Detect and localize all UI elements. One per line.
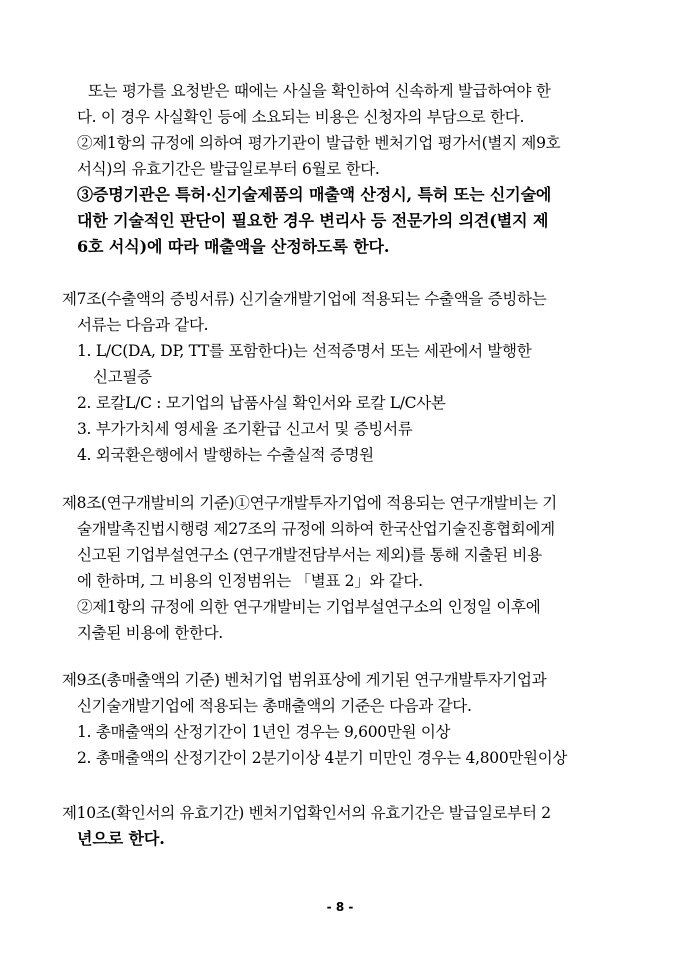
text-line: 서류는 다음과 같다.: [77, 316, 209, 334]
list-item: 2. 총매출액의 산정기간이 2분기이상 4분기 미만인 경우는 4,800만원이상: [77, 749, 568, 767]
list-item: 4. 외국환은행에서 발행하는 수출실적 증명원: [77, 446, 374, 464]
text-line: 신기술개발기업에 적용되는 총매출액의 기준은 다음과 같다.: [77, 697, 472, 715]
text-line-bold: 대한 기술적인 판단이 필요한 경우 변리사 등 전문가의 의견(별지 제: [77, 211, 549, 230]
list-item-continuation: 신고필증: [93, 368, 152, 386]
text-line: 지출된 비용에 한한다.: [77, 624, 223, 642]
text-line-bold: 6호 서식)에 따라 매출액을 산정하도록 한다.: [77, 237, 390, 256]
article-10-heading: 제10조(확인서의 유효기간) 벤처기업확인서의 유효기간은 발급일로부터 2: [62, 804, 551, 822]
text-line: ②제1항의 규정에 의하여 평가기관이 발급한 벤처기업 평가서(별지 제9호: [77, 134, 561, 152]
article-8-heading: 제8조(연구개발비의 기준)①연구개발투자기업에 적용되는 연구개발비는 기: [62, 494, 557, 512]
list-item: 1. 총매출액의 산정기간이 1년인 경우는 9,600만원 이상: [77, 723, 451, 741]
text-line: 신고된 기업부설연구소 (연구개발전담부서는 제외)를 통해 지출된 비용: [77, 546, 542, 564]
page-number: - 8 -: [326, 900, 354, 914]
list-item: 2. 로칼L/C : 모기업의 납품사실 확인서와 로칼 L/C사본: [77, 394, 446, 412]
article-9-heading: 제9조(총매출액의 기준) 벤처기업 범위표상에 게기된 연구개발투자기업과: [62, 671, 547, 689]
text-line: 다. 이 경우 사실확인 등에 소요되는 비용은 신청자의 부담으로 한다.: [77, 108, 525, 126]
text-line: 술개발촉진법시행령 제27조의 규정에 의하여 한국산업기술진흥협회에게: [77, 520, 555, 538]
text-line-bold: 년으로 한다.: [77, 829, 165, 848]
list-item: 1. L/C(DA, DP, TT를 포함한다)는 선적증명서 또는 세관에서 발행한: [77, 342, 532, 360]
text-line: 또는 평가를 요청받은 때에는 사실을 확인하여 신속하게 발급하여야 한: [88, 82, 551, 100]
article-7-heading: 제7조(수출액의 증빙서류) 신기술개발기업에 적용되는 수출액을 증빙하는: [62, 290, 547, 308]
text-line: 에 한하며, 그 비용의 인정범위는 「별표 2」와 같다.: [77, 572, 423, 590]
text-line: ②제1항의 규정에 의한 연구개발비는 기업부설연구소의 인정일 이후에: [77, 598, 541, 616]
text-line: 서식)의 유효기간은 발급일로부터 6월로 한다.: [77, 160, 380, 178]
text-line-bold: ③증명기관은 특허·신기술제품의 매출액 산정시, 특허 또는 신기술에: [77, 185, 552, 204]
list-item: 3. 부가가치세 영세율 조기환급 신고서 및 증빙서류: [77, 420, 413, 438]
